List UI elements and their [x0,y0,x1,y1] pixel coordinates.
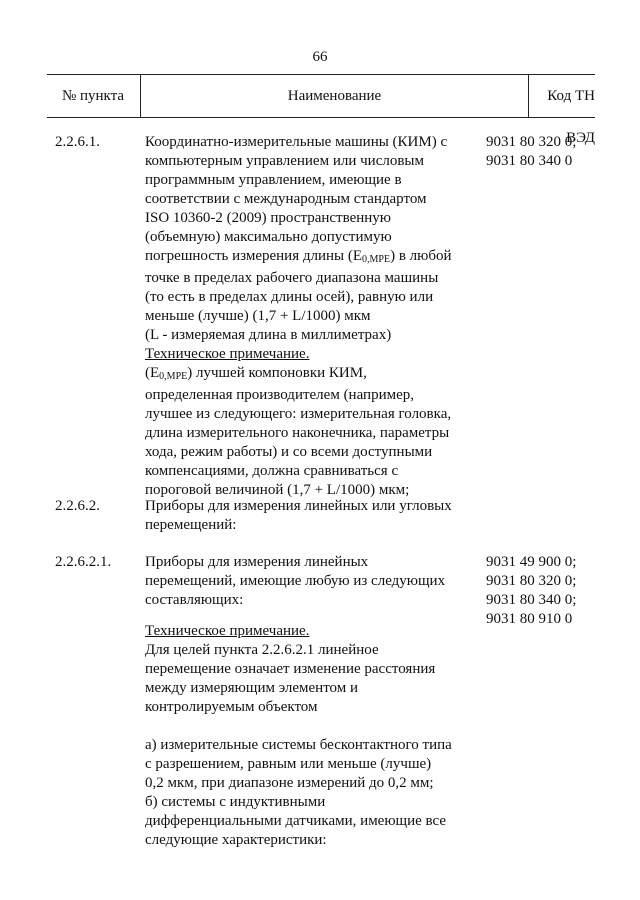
item-description [145,553,480,850]
list-item: а) измерительные системы бесконтактного типа [145,737,452,753]
code-line: 9031 80 340 0 [486,153,573,169]
text-line [145,364,480,386]
item-codes [486,553,626,629]
item-number: 2.2.6.2. [55,498,100,514]
text-line: между измеряющим элементом и [145,680,359,696]
text-line: с разрешением, равным или меньше (лучше) [145,756,432,772]
code-line: 9031 80 910 0 [486,611,573,627]
item-description [145,133,480,500]
text-line: длина измерительного наконечника, параметры [145,425,450,441]
code-line: 9031 80 320 0; [486,573,577,589]
text-line: (L - измеряемая длина в миллиметрах) [145,327,392,343]
text-line: дифференциальными датчиками, имеющие все [145,813,447,829]
header-col-name: Наименование [140,75,529,117]
page-number: 66 [312,49,328,65]
text-line: лучшее из следующего: измерительная головка, [145,406,452,422]
text-line: (то есть в пределах длины осей), равную или [145,289,434,305]
text-line: компенсациями, должна сравниваться с [145,463,399,479]
text-line: пороговой величиной (1,7 + L/1000) мкм; [145,482,410,498]
code-line: 9031 80 320 0; [486,134,577,150]
code-line: 9031 80 340 0; [486,592,577,608]
item-codes [486,133,626,171]
spacer [145,610,480,622]
technical-note-title: Техническое примечание. [145,346,310,362]
text-line: Для целей пункта 2.2.6.2.1 линейное [145,642,379,658]
text-line: перемещений: [145,517,237,533]
spacer [145,717,480,736]
text-fragment: ) лучшей компоновки КИМ, [187,365,367,381]
text-line: 0,2 мкм, при диапазоне измерений до 0,2 мм; [145,775,434,791]
subscript: 0,MPE [159,371,188,382]
text-line: Приборы для измерения линейных [145,554,369,570]
text-fragment: ) в любой [390,248,452,264]
text-fragment: погрешность измерения длины (E [145,248,363,264]
text-line: составляющих: [145,592,244,608]
text-line: ISO 10360-2 (2009) пространственную [145,210,392,226]
text-line: следующие характеристики: [145,832,327,848]
text-line: соответствии с международным стандартом [145,191,427,207]
text-line: точке в пределах рабочего диапазона машины [145,270,439,286]
item-number: 2.2.6.2.1. [55,554,112,570]
header-col-code: Код ТН ВЭД [547,88,595,146]
text-line: перемещение означает изменение расстояния [145,661,436,677]
subscript: 0,MPE [362,254,391,265]
text-line: перемещений, имеющие любую из следующих [145,573,446,589]
text-line: программным управлением, имеющие в [145,172,402,188]
list-item: б) системы с индуктивными [145,794,326,810]
technical-note-title: Техническое примечание. [145,623,310,639]
text-line: хода, режим работы) и со всеми доступными [145,444,433,460]
text-line [145,247,480,269]
text-line: меньше (лучше) (1,7 + L/1000) мкм [145,308,371,324]
item-description [145,497,480,535]
text-line: Приборы для измерения линейных или угловых [145,498,452,514]
text-line: контролируемым объектом [145,699,318,715]
text-line: компьютерным управлением или числовым [145,153,424,169]
code-line: 9031 49 900 0; [486,554,577,570]
text-line: Координатно-измерительные машины (КИМ) с [145,134,448,150]
text-line: (объемную) максимально допустимую [145,229,392,245]
item-number: 2.2.6.1. [55,134,100,150]
header-col-number: № пункта [61,88,125,104]
text-fragment: (E [145,365,160,381]
text-line: определенная производителем (например, [145,387,415,403]
